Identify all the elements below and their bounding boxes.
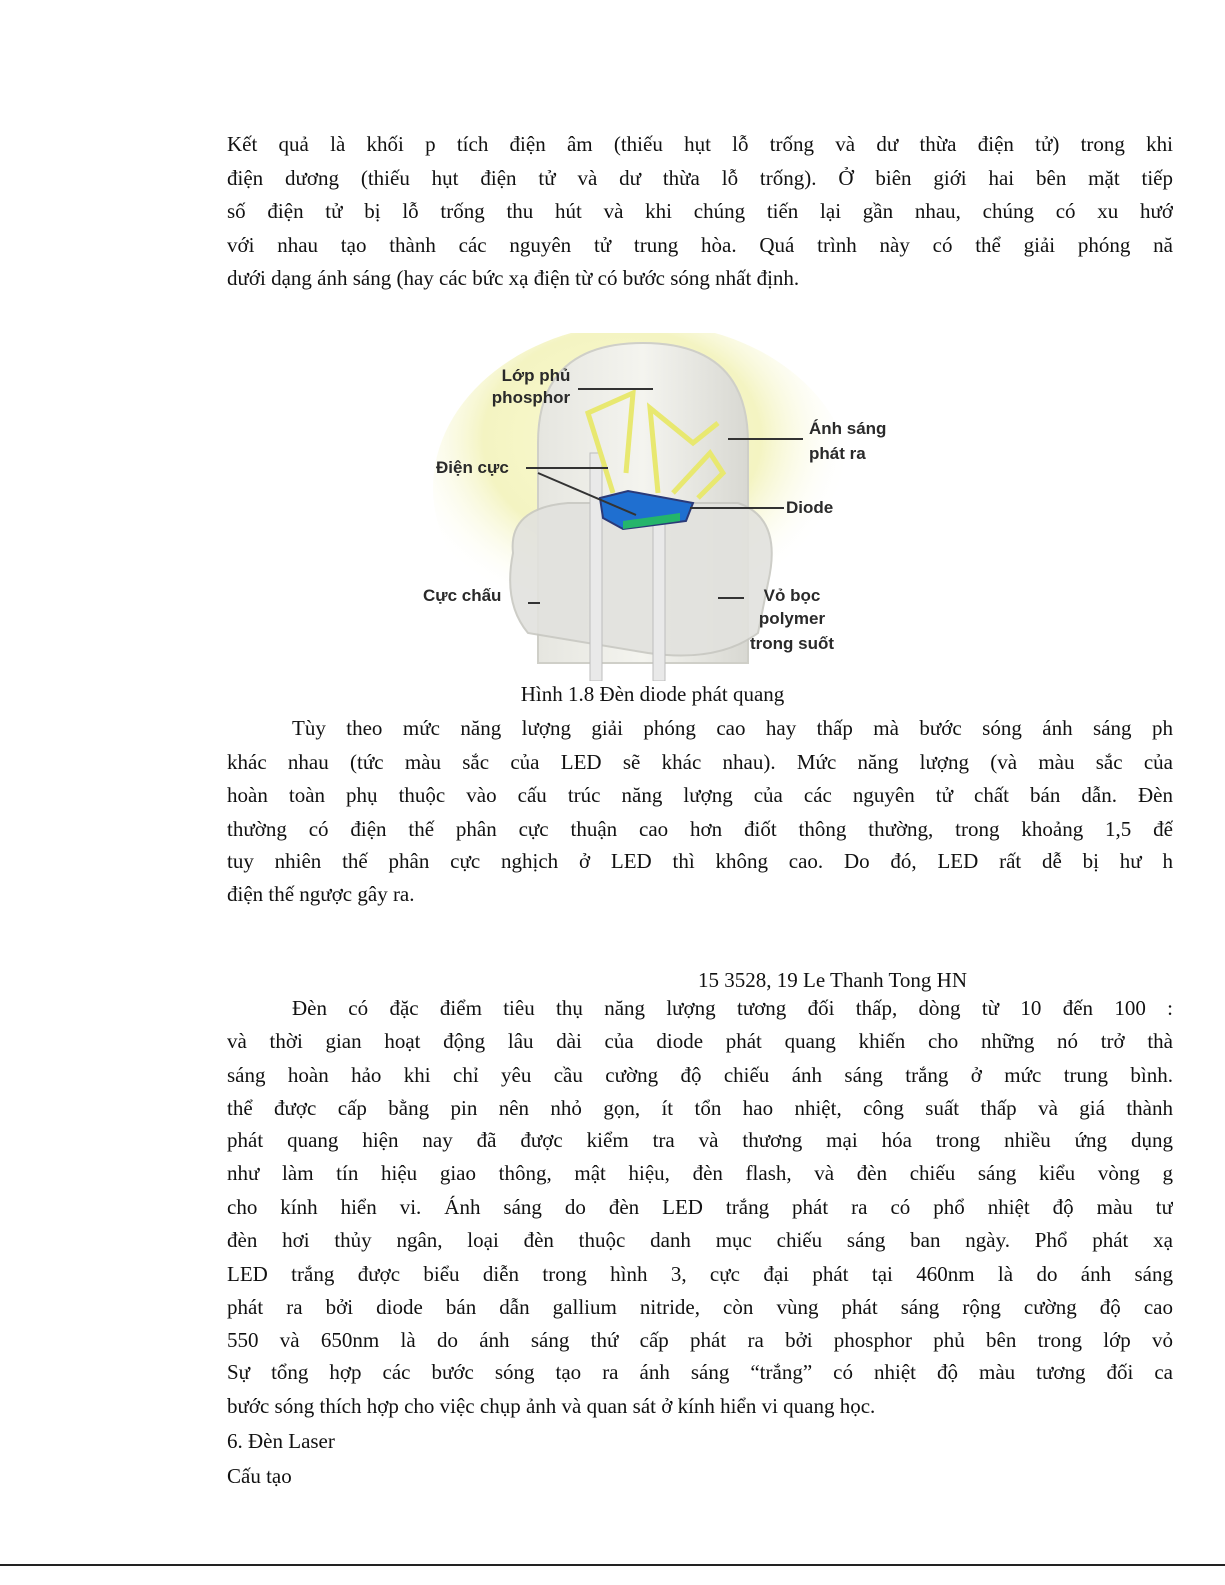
text-line: Tùy theo mức năng lượng giải phóng cao hay thấp mà bước sóng ánh sáng ph — [292, 716, 1173, 740]
section-heading-laser: 6. Đèn Laser — [227, 1429, 335, 1453]
label-light: Ánh sáng — [809, 419, 887, 438]
text-line: thường có điện thế phân cực thuận cao hơn điốt thông thường, trong khoảng 1,5 đế — [227, 817, 1173, 841]
subheading-structure: Cấu tạo — [227, 1464, 292, 1488]
label-coating: phosphor — [491, 388, 571, 407]
text-line: phát ra bởi diode bán dẫn gallium nitride, còn vùng phát sáng rộng cường độ cao — [227, 1295, 1173, 1319]
text-line: đèn hơi thủy ngân, loại đèn thuộc danh mục chiếu sáng ban ngày. Phổ phát xạ — [227, 1228, 1173, 1252]
text-line: tuy nhiên thế phân cực nghịch ở LED thì không cao. Do đó, LED rất dễ bị hư h — [227, 849, 1173, 873]
text-line: Đèn có đặc điểm tiêu thụ năng lượng tương đối thấp, dòng từ 10 đến 100 : — [292, 996, 1173, 1020]
text-line: số điện tử bị lỗ trống thu hút và khi chúng tiến lại gần nhau, chúng có xu hướ — [227, 199, 1173, 223]
text-line: điện dương (thiếu hụt điện tử và dư thừa lỗ trống). Ở biên giới hai bên mặt tiếp — [227, 166, 1173, 190]
text-line: và thời gian hoạt động lâu dài của diode phát quang khiến cho những nó trở thà — [227, 1029, 1173, 1053]
label-shell: Vỏ bọc — [763, 586, 821, 605]
label-shell: trong suốt — [749, 634, 835, 653]
text-line: điện thế ngược gây ra. — [227, 882, 415, 906]
label-shell: polymer — [758, 609, 826, 628]
text-line: 550 và 650nm là do ánh sáng thứ cấp phát ra bởi phosphor phủ bên trong lớp vỏ — [227, 1328, 1173, 1352]
text-line: LED trắng được biểu diễn trong hình 3, cực đại phát tại 460nm là do ánh sáng — [227, 1262, 1173, 1286]
label-diode: Diode — [786, 498, 834, 517]
label-coating: Lớp phủ — [501, 366, 571, 385]
text-line: Kết quả là khối p tích điện âm (thiếu hụt lỗ trống và dư thừa điện tử) trong khi — [227, 132, 1173, 156]
text-line: bước sóng thích hợp cho việc chụp ảnh và quan sát ở kính hiển vi quang học. — [227, 1394, 876, 1418]
address-line: 15 3528, 19 Le Thanh Tong HN — [698, 968, 967, 992]
label-electrode: Điện cực — [436, 458, 509, 477]
anode-lead — [653, 513, 665, 681]
text-line: như làm tín hiệu giao thông, mật hiệu, đèn flash, và đèn chiếu sáng kiểu vòng g — [227, 1161, 1173, 1185]
label-cathode: Cực chấu — [423, 586, 502, 605]
text-line: sáng hoàn hảo khi chỉ yêu cầu cường độ chiếu ánh sáng trắng ở mức trung bình. — [227, 1063, 1173, 1087]
text-line: phát quang hiện nay đã được kiểm tra và thương mại hóa trong nhiều ứng dụng — [227, 1128, 1173, 1152]
text-line: hoàn toàn phụ thuộc vào cấu trúc năng lượng của các nguyên tử chất bán dẫn. Đèn — [227, 783, 1173, 807]
text-line: dưới dạng ánh sáng (hay các bức xạ điện từ có bước sóng nhất định. — [227, 266, 800, 290]
text-line: thể được cấp bằng pin nên nhỏ gọn, ít tổn hao nhiệt, công suất thấp và giá thành — [227, 1096, 1173, 1120]
cathode-lead — [590, 453, 602, 681]
text-line: khác nhau (tức màu sắc của LED sẽ khác nhau). Mức năng lượng (và màu sắc của — [227, 750, 1173, 774]
figure-caption: Hình 1.8 Đèn diode phát quang — [520, 682, 785, 706]
page-bottom-rule — [0, 1564, 1225, 1566]
led-diagram — [418, 333, 918, 681]
label-light: phát ra — [809, 444, 866, 463]
text-line: với nhau tạo thành các nguyên tử trung hòa. Quá trình này có thể giải phóng nă — [227, 233, 1173, 257]
text-line: Sự tổng hợp các bước sóng tạo ra ánh sáng “trắng” có nhiệt độ màu tương đối ca — [227, 1360, 1173, 1384]
text-line: cho kính hiển vi. Ánh sáng do đèn LED trắng phát ra có phổ nhiệt độ màu tư — [227, 1195, 1173, 1219]
led-illustration — [418, 333, 918, 681]
